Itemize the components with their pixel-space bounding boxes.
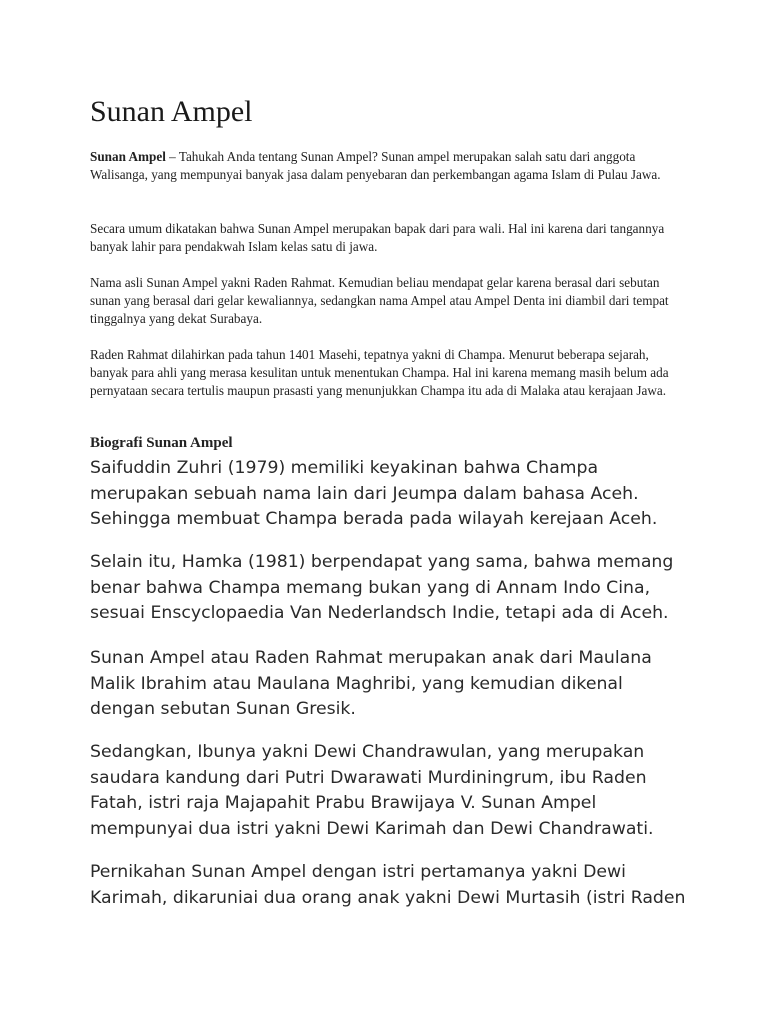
body-paragraph: Sunan Ampel atau Raden Rahmat merupakan anak dari Maulana Malik Ibrahim atau Maulana Maghribi, yang kemudian dikenal dengan sebutan Sunan Gresik.	[90, 648, 652, 720]
body-paragraph: Sedangkan, Ibunya yakni Dewi Chandrawulan, yang merupakan saudara kandung dari Putri Dwarawati Murdiningrum, ibu Raden Fatah, istri raja Majapahit Prabu Brawijaya V. Sunan Ampel mempunyai dua istri yakni Dewi Karimah dan Dewi Chandrawati.	[90, 742, 654, 840]
intro-bold-term: Sunan Ampel	[90, 149, 166, 164]
body-paragraph: Selain itu, Hamka (1981) berpendapat yang sama, bahwa memang benar bahwa Champa memang bukan yang di Annam Indo Cina, sesuai Enscyclopaedia Van Nederlandsch Indie, tetapi ada di Aceh.	[90, 552, 674, 624]
page-title: Sunan Ampel	[90, 95, 253, 128]
paragraph: Nama asli Sunan Ampel yakni Raden Rahmat. Kemudian beliau mendapat gelar karena berasal dari sebutan sunan yang berasal dari gelar kewaliannya, sedangkan nama Ampel atau Ampel Denta ini diambil dari tempat tinggalnya yang dekat Surabaya.	[90, 275, 669, 326]
intro-paragraph	[90, 148, 680, 184]
body-paragraph: Pernikahan Sunan Ampel dengan istri pertamanya yakni Dewi Karimah, dikaruniai dua orang anak yakni Dewi Murtasih (istri Raden	[90, 862, 686, 908]
section-heading: Biografi Sunan Ampel	[90, 435, 233, 451]
paragraph: Secara umum dikatakan bahwa Sunan Ampel merupakan bapak dari para wali. Hal ini karena dari tangannya banyak lahir para pendakwah Islam kelas satu di jawa.	[90, 221, 665, 254]
intro-text: – Tahukah Anda tentang Sunan Ampel? Sunan ampel merupakan salah satu dari anggota Walisanga, yang mempunyai banyak jasa dalam penyebaran dan perkembangan agama Islam di Pulau Jawa.	[90, 149, 661, 182]
paragraph: Raden Rahmat dilahirkan pada tahun 1401 Masehi, tepatnya yakni di Champa. Menurut beberapa sejarah, banyak para ahli yang merasa kesulitan untuk menentukan Champa. Hal ini karena memang masih belum ada pernyataan secara tertulis maupun prasasti yang menunjukkan Champa itu ada di Malaka atau kerajaan Jawa.	[90, 347, 669, 398]
body-paragraph: Saifuddin Zuhri (1979) memiliki keyakinan bahwa Champa merupakan sebuah nama lain dari Jeumpa dalam bahasa Aceh. Sehingga membuat Champa berada pada wilayah kerejaan Aceh.	[90, 458, 658, 530]
